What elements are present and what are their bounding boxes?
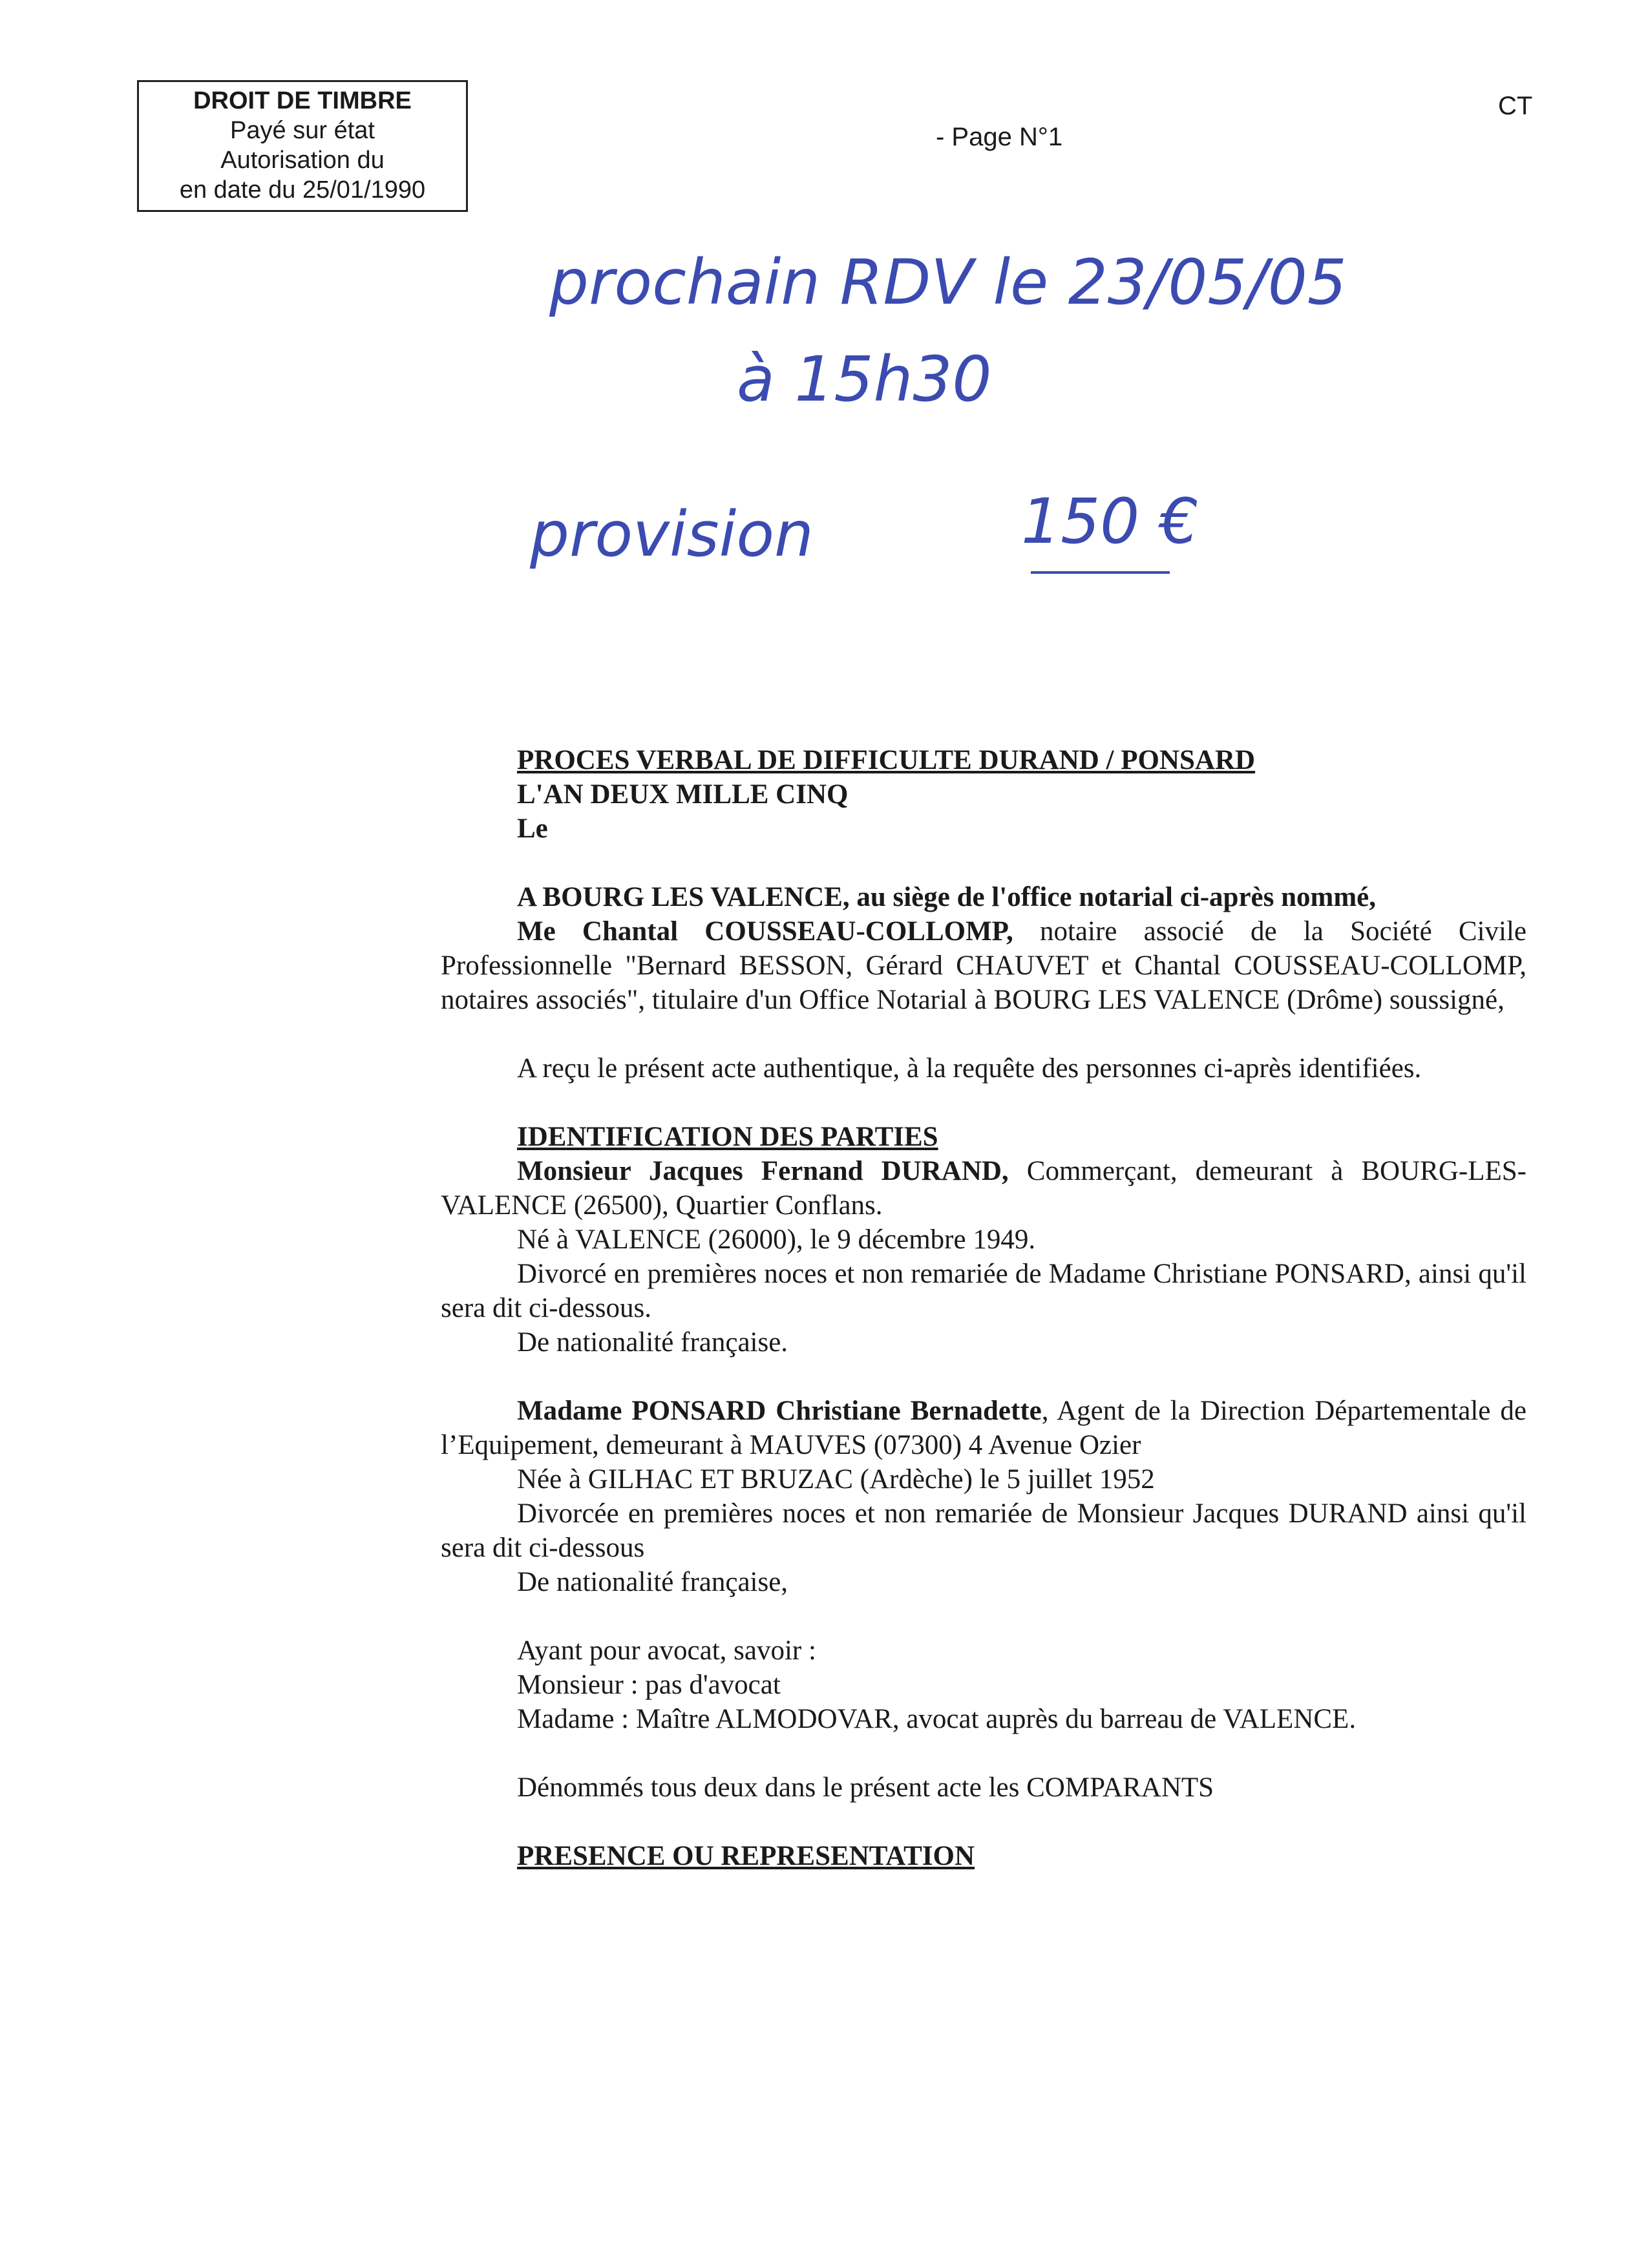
place-line: A BOURG LES VALENCE, au siège de l'office notarial ci-après nommé, [517, 882, 1377, 912]
handwritten-notes [0, 0, 1648, 646]
party1-nationality: De nationalité française. [517, 1327, 788, 1358]
notary-name: Me Chantal COUSSEAU-COLLOMP, [517, 916, 1013, 947]
stamp-line-4: en date du 25/01/1990 [179, 176, 426, 204]
document-body [441, 743, 1527, 1873]
party2-nationality: De nationalité française, [517, 1567, 788, 1597]
stamp-line-2: Payé sur état [230, 117, 375, 144]
notary-paragraph [441, 914, 1527, 1017]
stamp-line-3: Autorisation du [220, 147, 385, 174]
party2-status: Divorcée en premières noces et non remariée de Monsieur Jacques DURAND ainsi qu'il sera dit ci-dessous [441, 1498, 1527, 1563]
handwritten-amount: 150 € [1021, 485, 1199, 558]
handwritten-line-2: à 15h30 [737, 343, 992, 415]
page-number: - Page N°1 [936, 123, 1063, 151]
identification-heading: IDENTIFICATION DES PARTIES [517, 1122, 938, 1152]
notary-text: notaire associé de la Société Civile Professionnelle "Bernard BESSON, Gérard CHAUVET et Chantal COUSSEAU-COLLOMP, notaires associés", titulaire d'un Office Notarial à BOURG LES VALENCE (Drôme) soussigné, [441, 916, 1527, 1015]
corner-code: CT [1498, 92, 1533, 120]
denomination-line: Dénommés tous deux dans le présent acte les COMPARANTS [517, 1772, 1214, 1803]
received-paragraph: A reçu le présent acte authentique, à la requête des personnes ci-après identifiées. [517, 1053, 1422, 1084]
document-title: PROCES VERBAL DE DIFFICULTE DURAND / PONSARD [517, 745, 1256, 775]
party2-name: Madame PONSARD Christiane Bernadette [517, 1396, 1042, 1426]
lawyer-monsieur: Monsieur : pas d'avocat [517, 1670, 781, 1700]
handwritten-line-1: prochain RDV le 23/05/05 [549, 246, 1347, 319]
party2-birth: Née à GILHAC ET BRUZAC (Ardèche) le 5 juillet 1952 [517, 1464, 1155, 1495]
party1-name: Monsieur Jacques Fernand DURAND, [517, 1156, 1009, 1186]
stamp-title: DROIT DE TIMBRE [193, 87, 412, 114]
party1-text: Commerçant, demeurant à BOURG-LES-VALENCE (26500), Quartier Conflans. [441, 1156, 1527, 1221]
lawyer-madame: Madame : Maître ALMODOVAR, avocat auprès du barreau de VALENCE. [517, 1704, 1357, 1734]
handwritten-line-3: provision [530, 498, 814, 571]
lawyers-intro: Ayant pour avocat, savoir : [517, 1635, 816, 1666]
party2-paragraph [441, 1394, 1527, 1462]
party1-birth: Né à VALENCE (26000), le 9 décembre 1949. [517, 1224, 1036, 1255]
party1-status: Divorcé en premières noces et non remariée de Madame Christiane PONSARD, ainsi qu'il sera dit ci-dessous. [441, 1259, 1527, 1323]
party1-paragraph [441, 1154, 1527, 1223]
document-date-label: Le [517, 814, 548, 844]
presence-heading: PRESENCE OU REPRESENTATION [517, 1841, 975, 1871]
document-year: L'AN DEUX MILLE CINQ [517, 779, 849, 810]
party2-text: , Agent de la Direction Départementale de l’Equipement, demeurant à MAUVES (07300) 4 Avenue Ozier [441, 1396, 1527, 1460]
